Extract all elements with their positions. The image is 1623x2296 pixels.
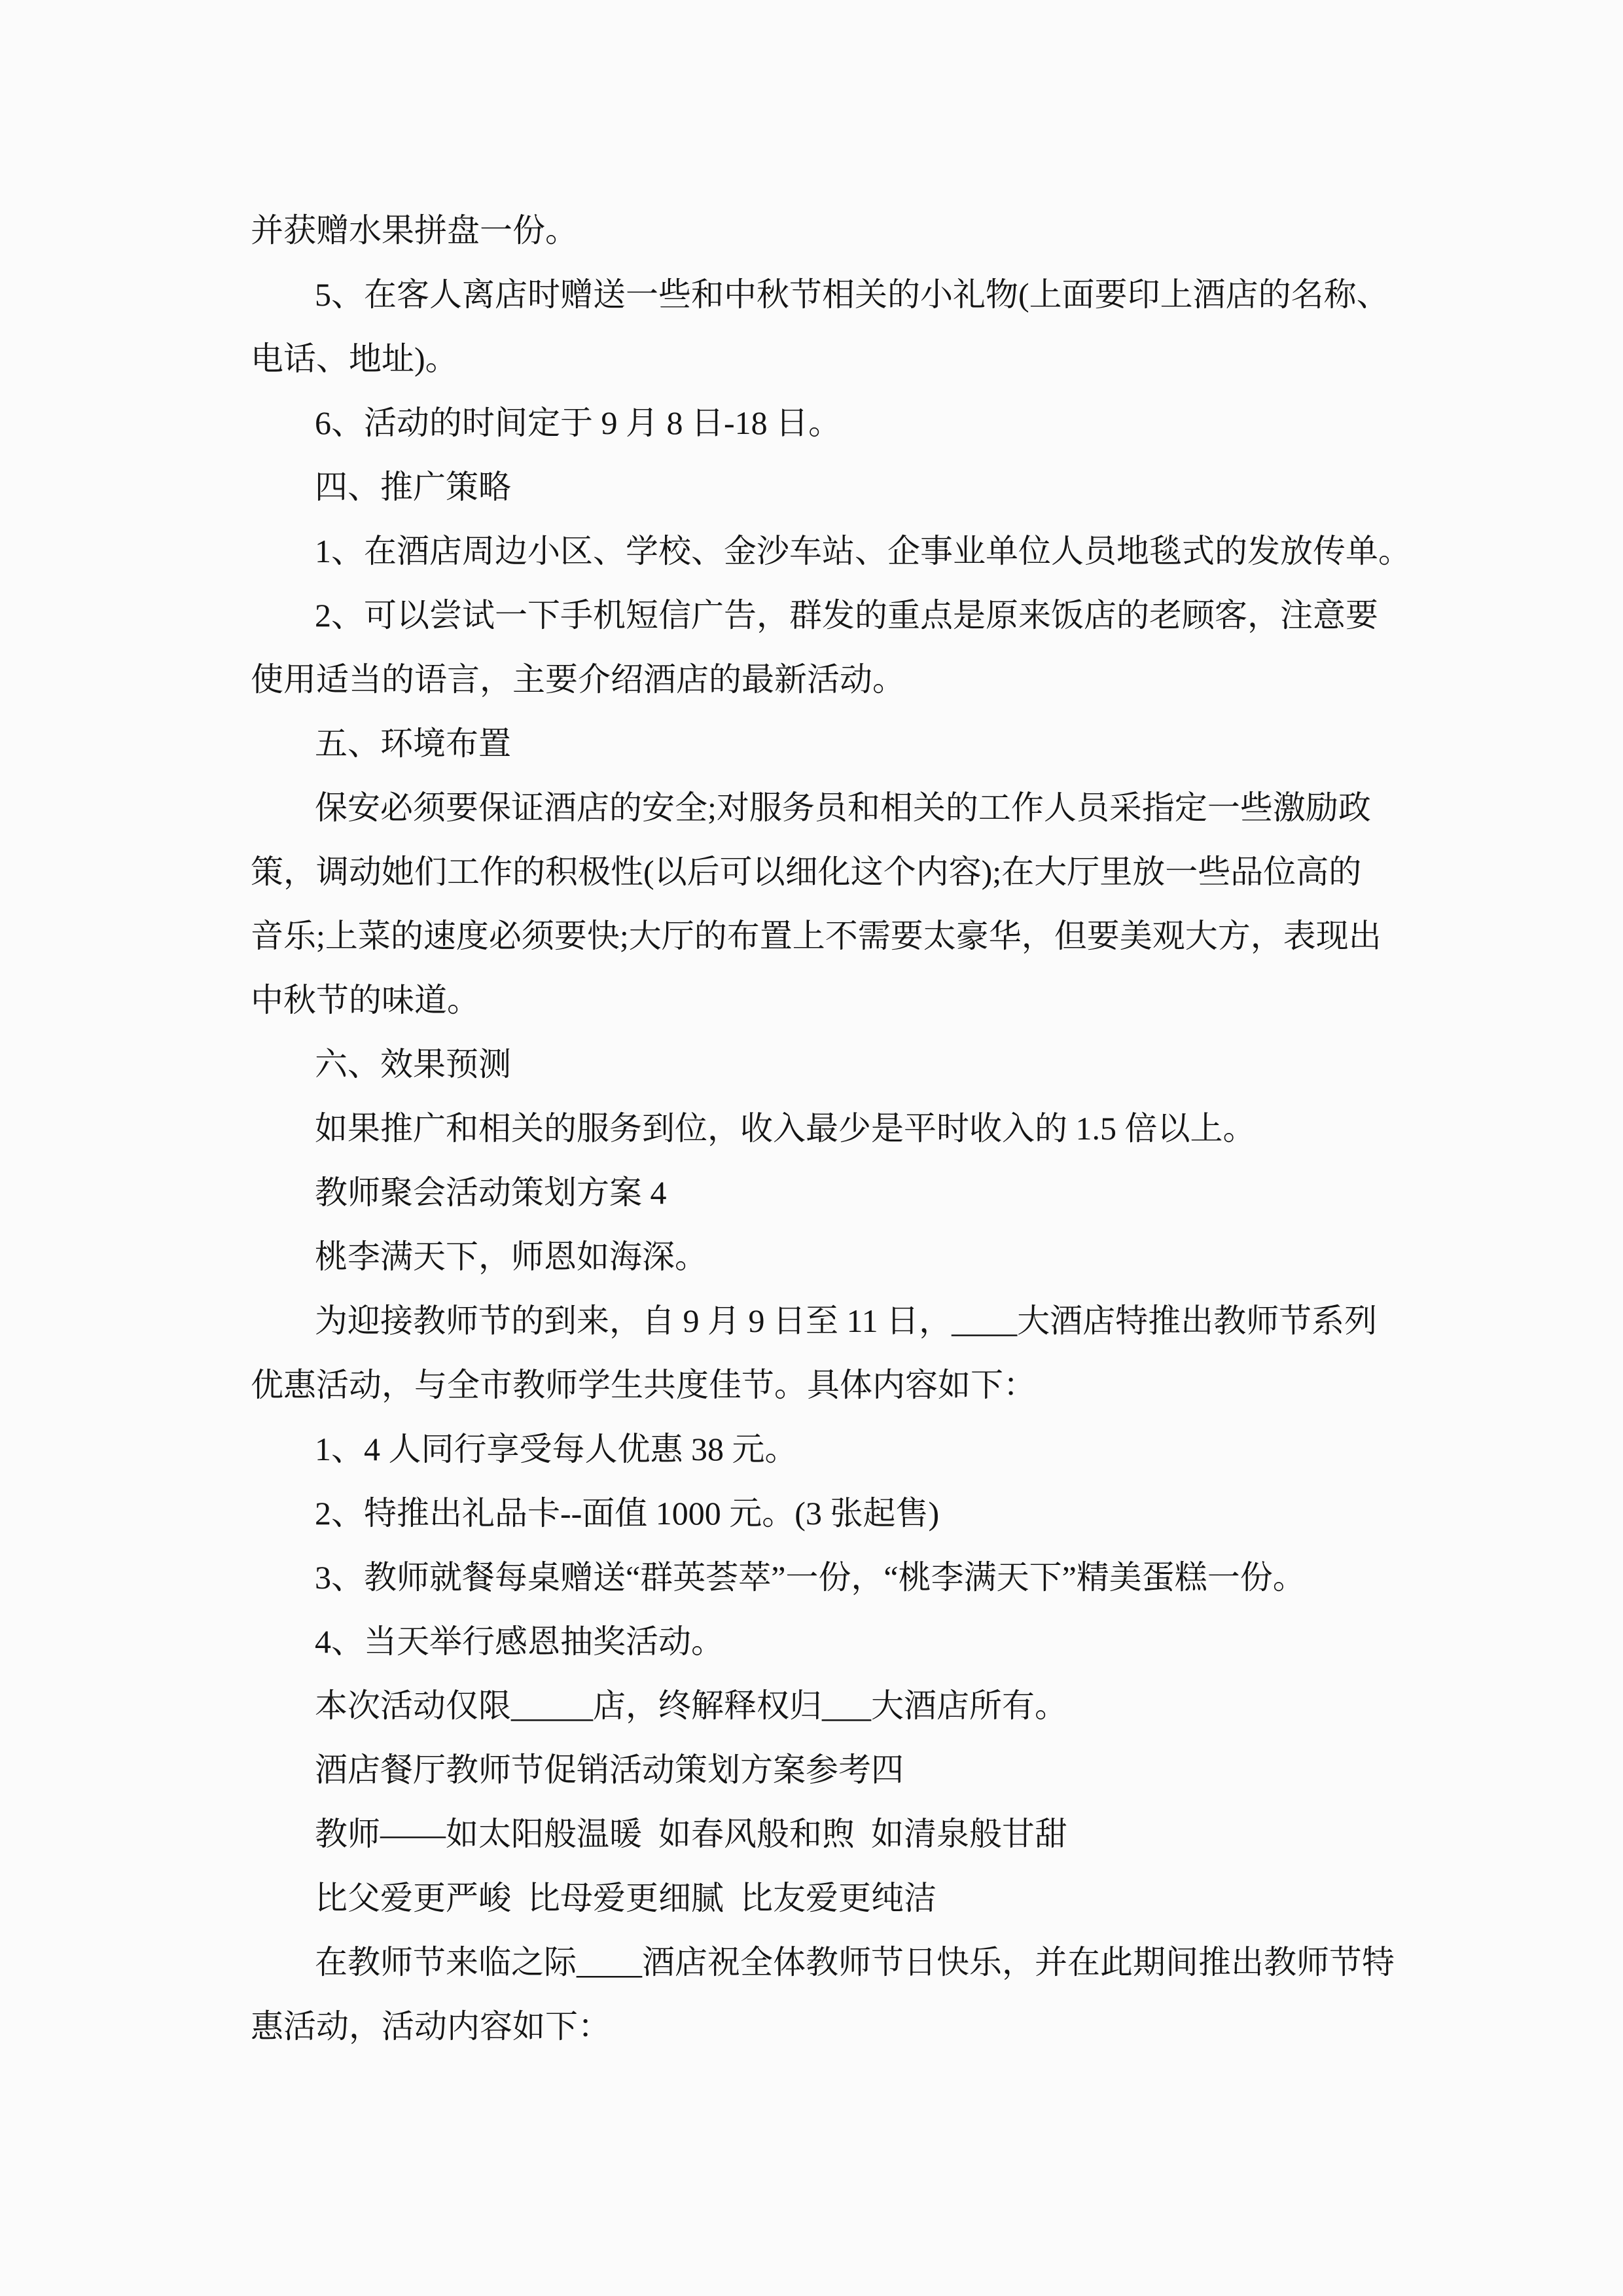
text-line: 在教师节来临之际____酒店祝全体教师节日快乐，并在此期间推出教师节特 [315, 1944, 1395, 1981]
text-line: 2、可以尝试一下手机短信广告，群发的重点是原来饭店的老顾客，注意要 [315, 597, 1378, 634]
text-line: 电话、地址)。 [251, 340, 458, 377]
text-line: 本次活动仅限_____店，终解释权归___大酒店所有。 [315, 1687, 1067, 1724]
text-line: 为迎接教师节的到来，自 9 月 9 日至 11 日，____大酒店特推出教师节系列 [315, 1302, 1378, 1339]
text-line: 音乐;上菜的速度必须要快;大厅的布置上不需要太豪华，但要美观大方，表现出 [251, 918, 1382, 954]
text-line: 桃李满天下，师恩如海深。 [315, 1238, 707, 1275]
text-line: 策，调动她们工作的积极性(以后可以细化这个内容);在大厅里放一些品位高的 [251, 853, 1362, 890]
text-line: 1、4 人同行享受每人优惠 38 元。 [315, 1431, 798, 1467]
text-line: 1、在酒店周边小区、学校、金沙车站、企事业单位人员地毯式的发放传单。 [315, 533, 1411, 569]
text-line: 中秋节的味道。 [251, 982, 480, 1018]
text-line: 如果推广和相关的服务到位，收入最少是平时收入的 1.5 倍以上。 [315, 1110, 1256, 1147]
text-line: 酒店餐厅教师节促销活动策划方案参考四 [315, 1751, 904, 1788]
text-line: 比父爱更严峻 比母爱更细腻 比友爱更纯洁 [315, 1880, 936, 1916]
text-line: 惠活动，活动内容如下： [251, 2008, 611, 2045]
document-text [251, 198, 1412, 2058]
text-line: 保安必须要保证酒店的安全;对服务员和相关的工作人员采指定一些激励政 [315, 789, 1371, 826]
text-line: 4、当天举行感恩抽奖活动。 [315, 1623, 724, 1660]
text-line: 教师聚会活动策划方案 4 [315, 1174, 667, 1211]
text-line: 六、效果预测 [315, 1046, 511, 1083]
text-line: 四、推广策略 [315, 469, 511, 505]
text-line: 3、教师就餐每桌赠送“群英荟萃”一份，“桃李满天下”精美蛋糕一份。 [315, 1559, 1306, 1596]
text-line: 使用适当的语言，主要介绍酒店的最新活动。 [251, 661, 905, 698]
text-line: 并获赠水果拼盘一份。 [251, 212, 578, 249]
text-line: 教师——如太阳般温暖 如春风般和煦 如清泉般甘甜 [315, 1816, 1067, 1852]
text-line: 优惠活动，与全市教师学生共度佳节。具体内容如下： [251, 1367, 1036, 1403]
text-line: 五、环境布置 [315, 725, 511, 762]
text-line: 5、在客人离店时赠送一些和中秋节相关的小礼物(上面要印上酒店的名称、 [315, 276, 1389, 313]
text-line: 2、特推出礼品卡--面值 1000 元。(3 张起售) [315, 1495, 940, 1532]
text-line: 6、活动的时间定于 9 月 8 日-18 日。 [315, 404, 842, 441]
